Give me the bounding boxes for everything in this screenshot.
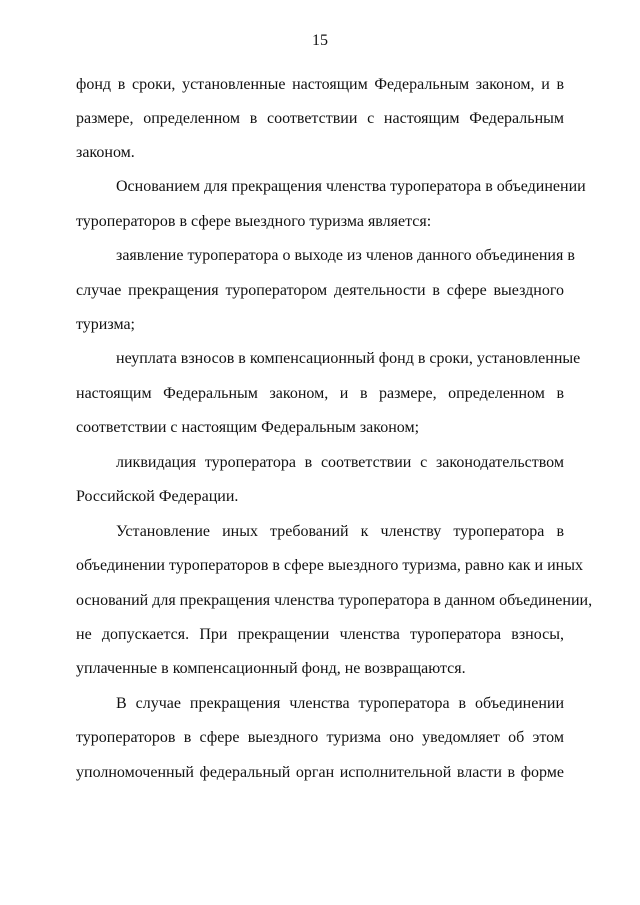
text-line: оснований для прекращения членства туроператора в данном объединении,: [76, 592, 593, 609]
page-number: 15: [312, 32, 328, 49]
text-line: туроператоров в сфере выездного туризма является:: [76, 213, 432, 230]
text-line: настоящим Федеральным законом, и в размере, определенном в: [76, 385, 564, 402]
text-line: В случае прекращения членства туроператора в объединении: [116, 695, 564, 712]
text-line: туризма;: [76, 316, 135, 333]
text-line: уплаченные в компенсационный фонд, не возвращаются.: [76, 660, 466, 677]
text-line: размере, определенном в соответствии с настоящим Федеральным: [76, 110, 564, 127]
text-line: туроператоров в сфере выездного туризма оно уведомляет об этом: [76, 729, 564, 746]
text-line: ликвидация туроператора в соответствии с законодательством: [116, 454, 564, 471]
text-line: законом.: [76, 144, 135, 161]
text-line: соответствии с настоящим Федеральным законом;: [76, 419, 420, 436]
text-line: случае прекращения туроператором деятельности в сфере выездного: [76, 282, 564, 299]
text-line: Основанием для прекращения членства туроператора в объединении: [116, 178, 586, 195]
text-line: Российской Федерации.: [76, 488, 239, 505]
text-line: Установление иных требований к членству туроператора в: [116, 523, 564, 540]
text-line: не допускается. При прекращении членства туроператора взносы,: [76, 626, 564, 643]
text-line: неуплата взносов в компенсационный фонд в сроки, установленные: [116, 350, 581, 367]
text-line: уполномоченный федеральный орган исполнительной власти в форме: [76, 764, 564, 781]
text-line: заявление туроператора о выходе из членов данного объединения в: [116, 247, 575, 264]
text-line: фонд в сроки, установленные настоящим Федеральным законом, и в: [76, 76, 564, 93]
text-line: объединении туроператоров в сфере выездного туризма, равно как и иных: [76, 557, 583, 574]
